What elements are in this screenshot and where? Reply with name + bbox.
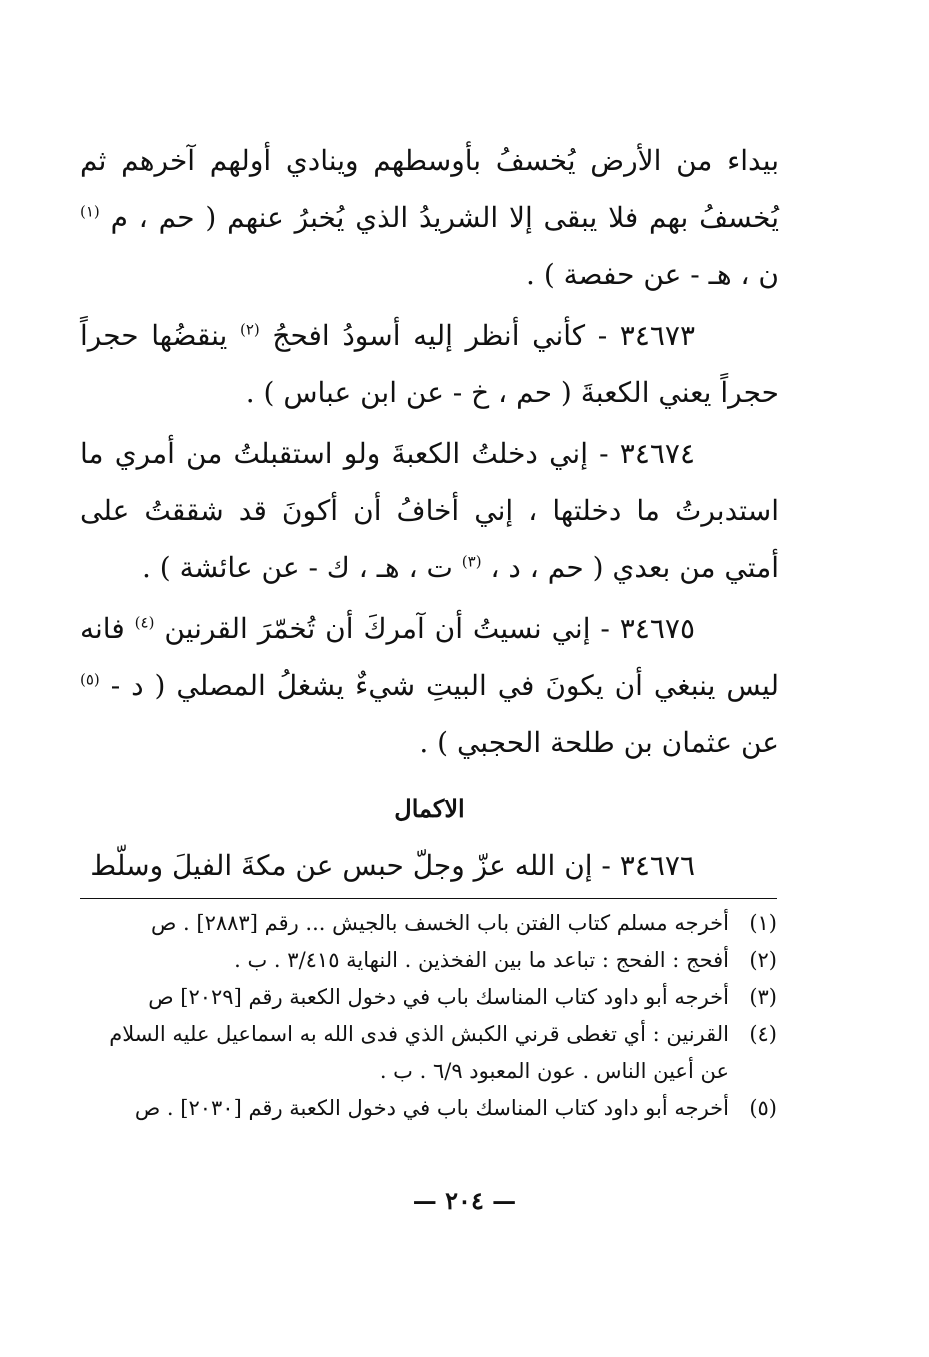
hadith-34675: [80, 600, 779, 771]
footnote-number: (٤): [749, 1022, 777, 1046]
footnote-ref-2: (٢): [239, 320, 260, 339]
main-text: [80, 132, 779, 898]
hadith-34673: [80, 307, 779, 421]
footnote-1: [80, 905, 777, 942]
hadith-34674: [80, 425, 779, 596]
footnote-ref-4: (٤): [134, 613, 155, 632]
footnotes-section: [80, 898, 777, 1127]
footnote-ref-1: (١): [80, 202, 100, 221]
footnote-5: [80, 1090, 777, 1127]
hadith-34674-end: ت ، هـ ، ك - عن عائشة ) .: [141, 551, 453, 584]
hadith-34676: [80, 837, 779, 894]
footnote-ref-3: (٣): [461, 552, 482, 571]
footnote-ref-5: (٥): [80, 670, 100, 689]
footnote-text: القرنين : أي تغطى قرني الكبش الذي فدى الله به اسماعيل عليه السلام عن أعين الناس . عون المعبود ٦/٩ . ب .: [109, 1022, 729, 1083]
paragraph-1: [80, 132, 779, 303]
footnote-number: (٥): [749, 1096, 777, 1120]
hadith-34675-end: عن عثمان بن طلحة الحجبي ) .: [419, 726, 779, 759]
hadith-34676-text: ٣٤٦٧٦ - إن الله عزّ وجلّ حبس عن مكةَ الفيلَ وسلّط: [90, 849, 695, 882]
paragraph-1-text: بيداء من الأرض يُخسفُ بأوسطهم وينادي أولهم آخرهم ثم يُخسفُ بهم فلا يبقى إلا الشريدُ الذي يُخبرُ عنهم ( حم ، م: [80, 144, 779, 234]
footnote-text: أخرجه مسلم كتاب الفتن باب الخسف بالجيش ... رقم [٢٨٨٣] . ص: [150, 911, 729, 935]
page-number: — ٢٠٤ —: [412, 1186, 517, 1215]
footnote-text: أخرجه أبو داود كتاب المناسك باب في دخول الكعبة رقم [٢٠٣٠] . ص: [134, 1096, 729, 1120]
footnote-text: أفحج : الفحج : تباعد ما بين الفخذين . النهاية ٣/٤١٥ . ب .: [234, 948, 729, 972]
footnote-text: أخرجه أبو داود كتاب المناسك باب في دخول الكعبة رقم [٢٠٢٩] ص: [148, 985, 729, 1009]
footnote-number: (١): [749, 911, 777, 935]
footnote-3: [80, 979, 777, 1016]
footnote-number: (٢): [749, 948, 777, 972]
footnote-2: [80, 942, 777, 979]
paragraph-1-end: ن ، هـ - عن حفصة ) .: [526, 258, 779, 291]
hadith-34673-end: ينقضُها حجراً حجراً يعني الكعبةَ ( حم ، خ - عن ابن عباس ) .: [80, 319, 779, 409]
section-heading: الاكمال: [394, 794, 465, 823]
footnote-number: (٣): [749, 985, 777, 1009]
hadith-34675-mid: فانه ليس ينبغي أن يكونَ في البيتِ شيءٌ يشغلُ المصلي ( د -: [80, 612, 780, 702]
hadith-34674-text: ٣٤٦٧٤ - إني دخلتُ الكعبةَ ولو استقبلتُ من أمري ما استدبرتُ ما دخلتها ، إني أخافُ أن أكونَ قد شققتُ على أمتي من بعدي ( حم ، د ،: [80, 437, 779, 584]
hadith-34675-text: ٣٤٦٧٥ - إني نسيتُ أن آمركَ أن تُخمّرَ القرنين: [164, 612, 695, 645]
hadith-34673-text: ٣٤٦٧٣ - كأني أنظر إليه أسودُ افحجُ: [272, 319, 695, 352]
footnote-4: [80, 1016, 777, 1090]
